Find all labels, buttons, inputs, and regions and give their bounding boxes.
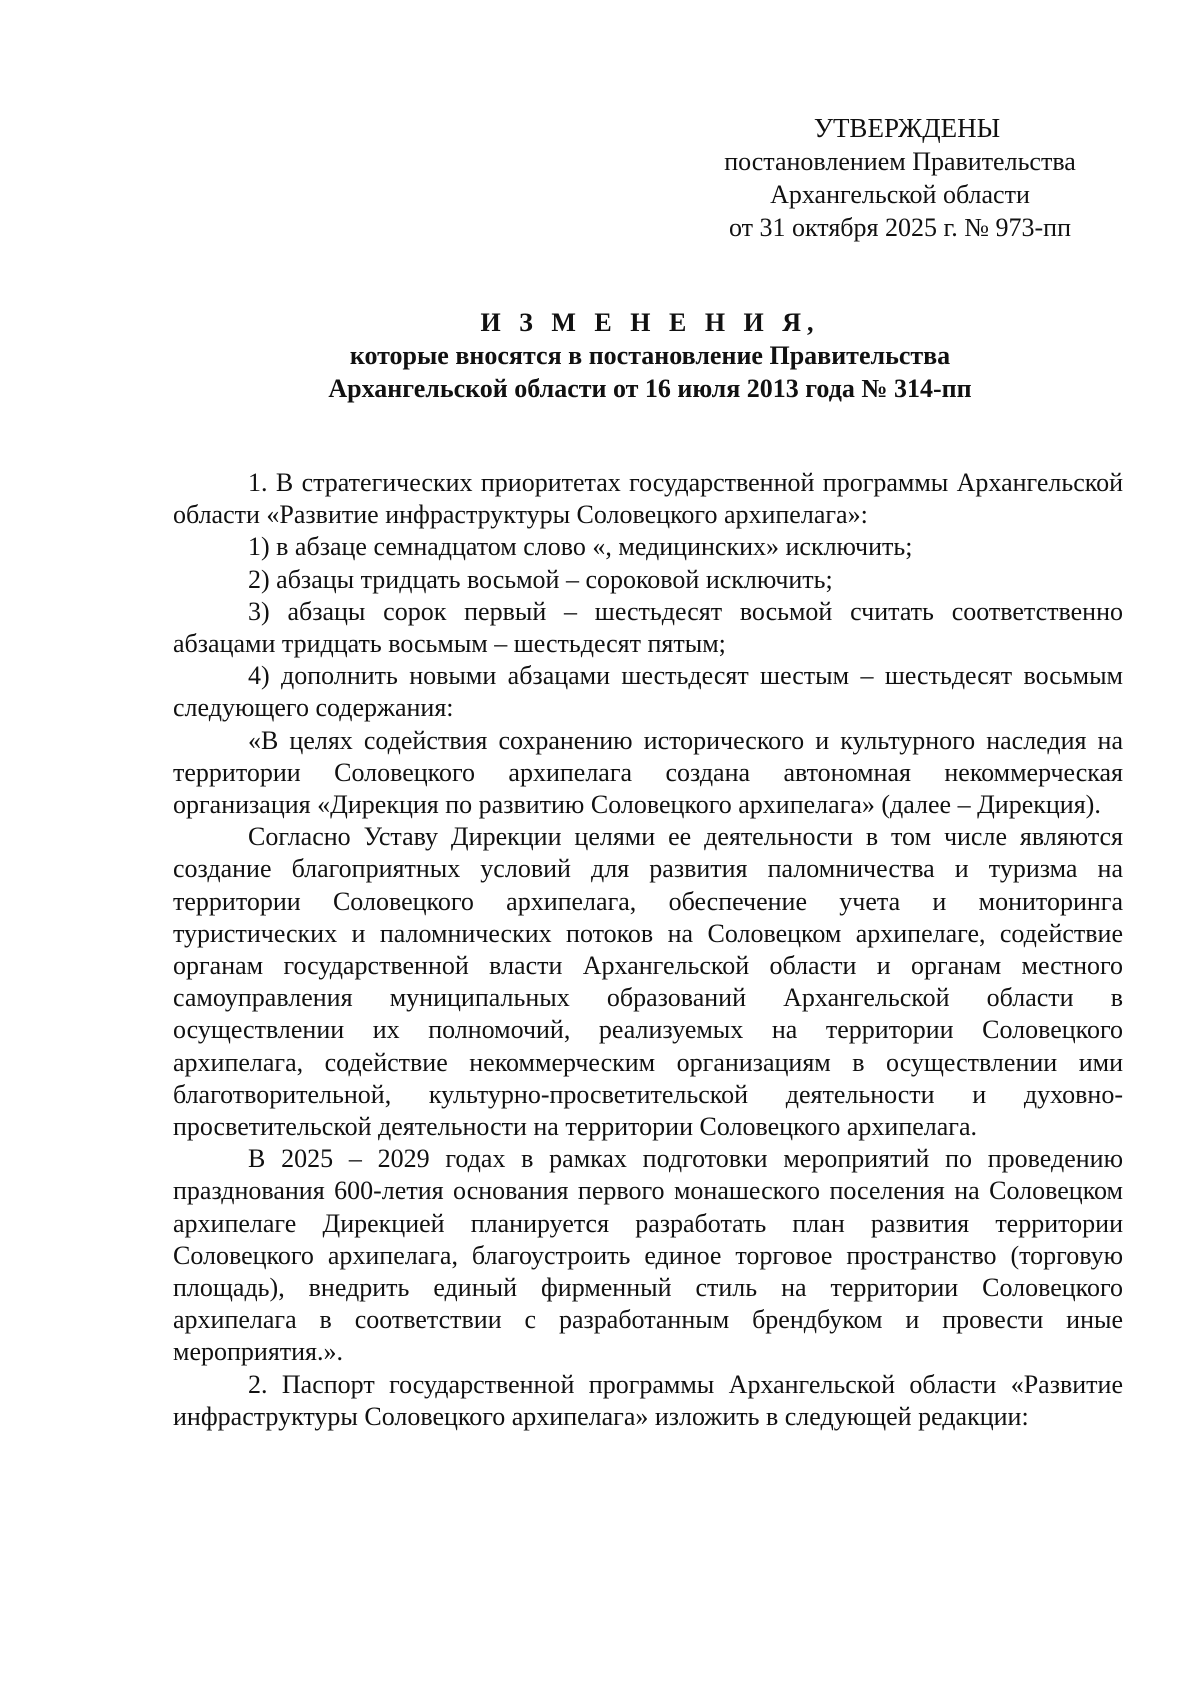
paragraph-subitem-1: 1) в абзаце семнадцатом слово «, медицинских» исключить; bbox=[248, 532, 913, 562]
approval-stamp bbox=[690, 112, 1110, 244]
paragraph-quote-3: В 2025 – 2029 годах в рамках подготовки мероприятий по проведению празднования 600-летия основания первого монашеского поселения на Соловецком архипелаге Дирекцией планируется разработать план развития территории Соловецкого архипелага, благоустроить единое торговое пространство (торговую площадь), внедрить единый фирменный стиль на территории Соловецкого архипелага в соответствии с разработанным брендбуком и провести иные мероприятия.». bbox=[173, 1144, 1123, 1367]
document-subtitle-line1: которые вносятся в постановление Правительства bbox=[349, 341, 951, 370]
paragraph-quote-1: «В целях содействия сохранению исторического и культурного наследия на территории Соловецкого архипелага создана автономная некоммерческая организация «Дирекция по развитию Соловецкого архипелага» (далее – Дирекция). bbox=[173, 725, 1123, 820]
document-title: И З М Е Н Е Н И Я, bbox=[480, 308, 820, 337]
paragraph-subitem-3: 3) абзацы сорок первый – шестьдесят восьмой считать соответственно абзацами тридцать восьмым – шестьдесят пятым; bbox=[173, 596, 1123, 659]
document-title-block bbox=[170, 306, 1130, 405]
document-body bbox=[173, 467, 1123, 1433]
paragraph-subitem-2: 2) абзацы тридцать восьмой – сороковой исключить; bbox=[248, 564, 833, 594]
paragraph-subitem-4: 4) дополнить новыми абзацами шестьдесят шестым – шестьдесят восьмым следующего содержания: bbox=[173, 661, 1123, 723]
approval-line-region: Архангельской области bbox=[770, 180, 1030, 209]
document-subtitle-line2: Архангельской области от 16 июля 2013 года № 314-пп bbox=[328, 374, 972, 403]
paragraph-item-2: 2. Паспорт государственной программы Архангельской области «Развитие инфраструктуры Соловецкого архипелага» изложить в следующей редакции: bbox=[173, 1369, 1123, 1431]
approval-line-resolution: постановлением Правительства bbox=[724, 147, 1076, 176]
approval-heading: УТВЕРЖДЕНЫ bbox=[813, 113, 1001, 143]
paragraph-quote-2: Согласно Уставу Дирекции целями ее деятельности в том числе являются создание благоприятных условий для развития паломничества и туризма на территории Соловецкого архипелага, обеспечение учета и мониторинга туристических и паломнических потоков на Соловецком архипелаге, содействие органам государственной власти Архангельской области и органам местного самоуправления муниципальных образований Архангельской области в осуществлении их полномочий, реализуемых на территории Соловецкого архипелага, содействие некоммерческим организациям в осуществлении ими благотворительной, культурно-просветительской деятельности и духовно-просветительской деятельности на территории Соловецкого архипелага. bbox=[173, 822, 1123, 1142]
approval-line-date: от 31 октября 2025 г. № 973-пп bbox=[729, 213, 1071, 242]
paragraph-item-1: 1. В стратегических приоритетах государственной программы Архангельской области «Развитие инфраструктуры Соловецкого архипелага»: bbox=[173, 468, 1123, 530]
